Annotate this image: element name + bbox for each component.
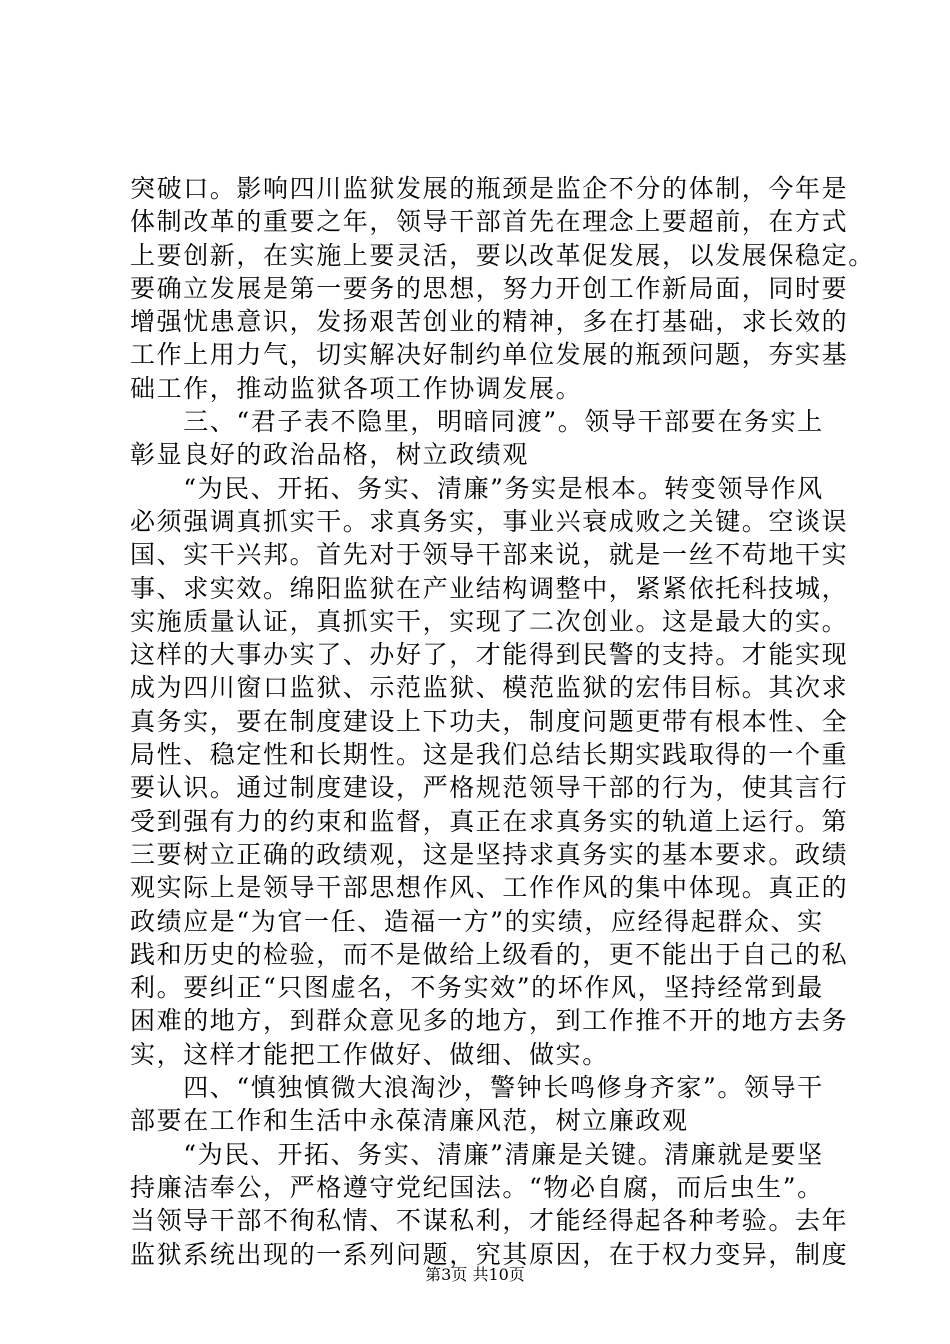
text-line: 这样的大事办实了、办好了，才能得到民警的支持。才能实现 [130, 640, 849, 670]
text-line: 实，这样才能把工作做好、做细、做实。 [130, 1039, 609, 1069]
text-line: 实施质量认证，真抓实干，实现了二次创业。这是最大的实。 [130, 606, 849, 636]
text-line: 践和历史的检验，而不是做给上级看的，更不能出于自己的私 [130, 939, 849, 969]
text-line: 础工作，推动监狱各项工作协调发展。 [130, 373, 583, 403]
text-line: 观实际上是领导干部思想作风、工作作风的集中体现。真正的 [130, 873, 849, 903]
text-line: 利。要纠正“只图虚名，不务实效”的坏作风，坚持经常到最 [130, 973, 824, 1003]
text-line: 持廉洁奉公，严格遵守党纪国法。“物必自腐，而后虫生”。 [130, 1172, 824, 1202]
text-line: 真务实，要在制度建设上下功夫，制度问题更带有根本性、全 [130, 706, 849, 736]
text-line: 部要在工作和生活中永葆清廉风范，树立廉政观 [130, 1106, 689, 1136]
text-line: 国、实干兴邦。首先对于领导干部来说，就是一丝不苟地干实 [130, 540, 849, 570]
text-line: 三要树立正确的政绩观，这是坚持求真务实的基本要求。政绩 [130, 839, 849, 869]
document-body [130, 172, 875, 1271]
text-line: 彰显良好的政治品格，树立政绩观 [130, 440, 530, 470]
text-line: 工作上用力气，切实解决好制约单位发展的瓶颈问题，夯实基 [130, 340, 849, 370]
text-line: 受到强有力的约束和监督，真正在求真务实的轨道上运行。第 [130, 806, 849, 836]
text-line: 当领导干部不徇私情、不谋私利，才能经得起各种考验。去年 [130, 1206, 849, 1236]
page-footer: 第3页 共10页 [425, 1265, 525, 1284]
text-line: 突破口。影响四川监狱发展的瓶颈是监企不分的体制，今年是 [130, 174, 849, 203]
text-line: 必须强调真抓实干。求真务实，事业兴衰成败之关键。空谈误 [130, 506, 849, 536]
text-line: 增强忧患意识，发扬艰苦创业的精神，多在打基础，求长效的 [130, 307, 849, 337]
text-line: 四、“慎独慎微大浪淘沙，警钟长鸣修身齐家”。领导干 [130, 1073, 824, 1103]
text-line: 要认识。通过制度建设，严格规范领导干部的行为，使其言行 [130, 773, 849, 803]
text-line: 政绩应是“为官一任、造福一方”的实绩，应经得起群众、实 [130, 906, 824, 936]
text-line: 困难的地方，到群众意见多的地方，到工作推不开的地方去务 [130, 1006, 849, 1036]
text-line: 三、“君子表不隐里，明暗同渡”。领导干部要在务实上 [130, 407, 824, 437]
text-line: 监狱系统出现的一系列问题，究其原因，在于权力变异，制度 [130, 1239, 849, 1269]
text-line: 成为四川窗口监狱、示范监狱、模范监狱的宏伟目标。其次求 [130, 673, 849, 703]
text-line: 上要创新，在实施上要灵活，要以改革促发展，以发展保稳定。 [130, 240, 875, 270]
text-line: “为民、开拓、务实、清廉”清廉是关键。清廉就是要坚 [130, 1139, 824, 1169]
text-line: 体制改革的重要之年，领导干部首先在理念上要超前，在方式 [130, 207, 849, 237]
text-line: 局性、稳定性和长期性。这是我们总结长期实践取得的一个重 [130, 740, 849, 770]
text-line: 事、求实效。绵阳监狱在产业结构调整中，紧紧依托科技城， [130, 573, 849, 603]
text-line: 要确立发展是第一要务的思想，努力开创工作新局面，同时要 [130, 273, 849, 303]
text-line: “为民、开拓、务实、清廉”务实是根本。转变领导作风 [130, 473, 824, 503]
